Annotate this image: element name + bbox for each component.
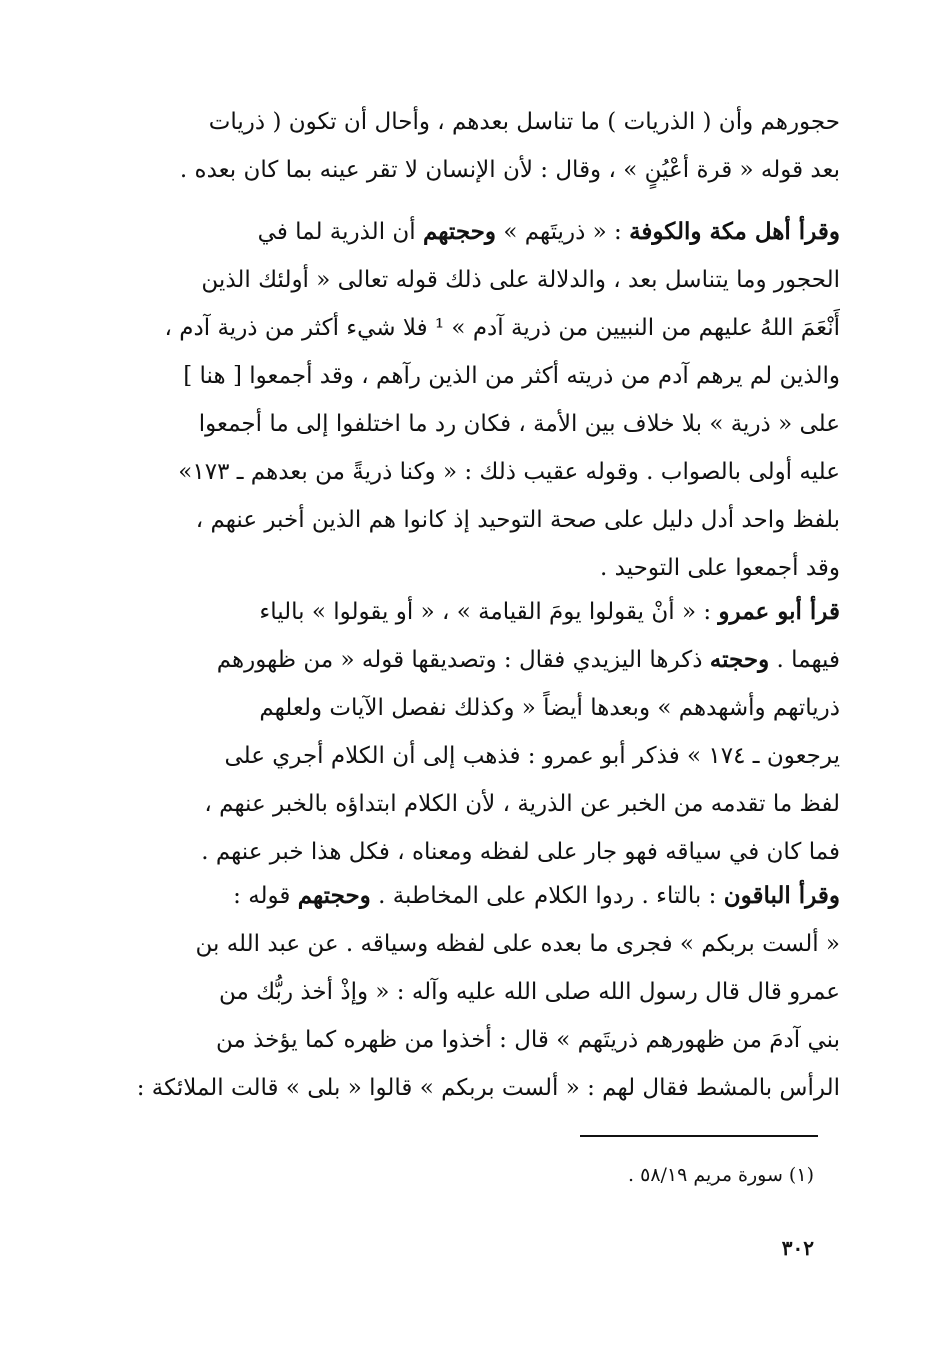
text-line: حجورهم وأن ( الذريات ) ما تناسل بعدهم ، وأحال أن تكون ( ذريات — [208, 109, 840, 135]
bold-heading: وقرأ أهل مكة والكوفة — [629, 218, 840, 245]
page-number: ٣٠٢ — [781, 1236, 814, 1260]
text-line: قرأ أبو عمرو : « أنْ يقولوا يومَ القيامة » ، « أو يقولوا » بالياء — [259, 598, 840, 625]
bold-heading: وقرأ الباقون — [723, 882, 840, 909]
bold-term: وحجتهم — [422, 218, 497, 245]
paragraph-2 — [128, 208, 840, 592]
text-line: عمرو قال قال رسول الله صلى الله عليه وآله : « وإذْ أخذ ربُّك من — [219, 979, 840, 1005]
text-line: فيهما . وحجته ذكرها اليزيدي فقال : وتصديقها قوله « من ظهورهم — [216, 646, 840, 673]
text-line: عليه أولى بالصواب . وقوله عقيب ذلك : « وكنا ذريةً من بعدهم ـ ١٧٣» — [178, 459, 840, 485]
text-line: وقرأ الباقون : بالتاء . ردوا الكلام على المخاطبة . وحجتهم قوله : — [233, 882, 840, 909]
text-line: الحجور وما يتناسل بعد ، والدلالة على ذلك قوله تعالى « أولئك الذين — [201, 267, 840, 293]
bold-term: وحجتهم — [297, 882, 371, 909]
footnote-divider — [580, 1135, 818, 1137]
text-line: وقد أجمعوا على التوحيد . — [600, 555, 840, 581]
text-line: « ألست بربكم » فجرى ما بعده على لفظه وسياقه . عن عبد الله بن — [195, 931, 840, 957]
text-line: على « ذرية » بلا خلاف بين الأمة ، فكان رد ما اختلفوا إلى ما أجمعوا — [198, 411, 840, 437]
text-line: بعد قوله « قرة أعْيُنٍ » ، وقال : لأن الإنسان لا تقر عينه بما كان بعده . — [179, 157, 840, 183]
text-line: بني آدمَ من ظهورهم ذريتَهم » قال : أخذوا من ظهره كما يؤخذ من — [215, 1027, 840, 1053]
text-line: ذرياتهم وأشهدهم » وبعدها أيضاً « وكذلك نفصل الآيات ولعلهم — [259, 695, 840, 721]
paragraph-4 — [128, 872, 840, 1112]
text-line: لفظ ما تقدمه من الخبر عن الذرية ، لأن الكلام ابتداؤه بالخبر عنهم ، — [204, 791, 840, 817]
text-line: والذين لم يرهم آدم من ذريته أكثر من الذين رآهم ، وقد أجمعوا [ هنا ] — [183, 363, 840, 389]
text-line: فما كان في سياقه فهو جار على لفظه ومعناه ، فكل هذا خبر عنهم . — [201, 839, 840, 865]
text-line: بلفظ واحد أدل دليل على صحة التوحيد إذ كانوا هم الذين أخبر عنهم ، — [195, 507, 840, 533]
text-line: يرجعون ـ ١٧٤ » فذكر أبو عمرو : فذهب إلى أن الكلام أجري على — [224, 743, 840, 769]
text-line: أَنْعَمَ اللهُ عليهم من النبيين من ذرية آدم » ¹ فلا شيء أكثر من ذرية آدم ، — [164, 315, 840, 341]
text-line: الرأس بالمشط فقال لهم : « ألست بربكم » قالوا « بلى » قالت الملائكة : — [136, 1075, 840, 1101]
bold-heading: قرأ أبو عمرو — [718, 598, 840, 625]
footnote: (١) سورة مريم ٥٨/١٩ . — [628, 1164, 814, 1186]
paragraph-3 — [128, 588, 840, 876]
paragraph-1 — [128, 98, 840, 194]
text-line: وقرأ أهل مكة والكوفة : « ذريتَهم » وحجتهم أن الذرية لما في — [257, 218, 840, 245]
bold-term: وحجته — [709, 646, 770, 673]
